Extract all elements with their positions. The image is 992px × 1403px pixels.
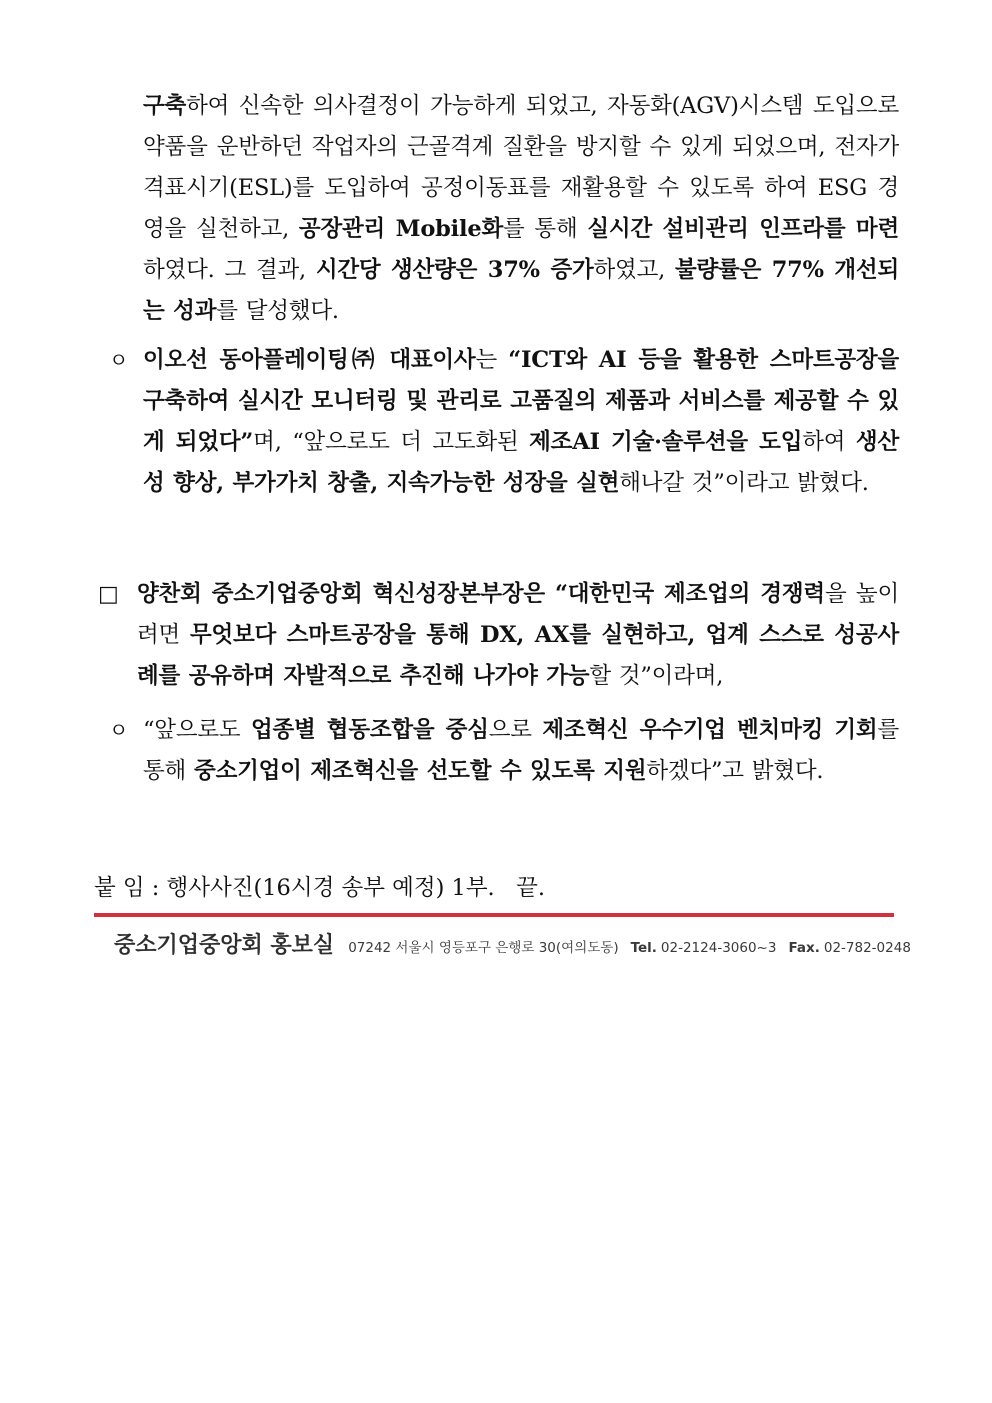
footer-organization: 중소기업중앙회 홍보실 <box>114 933 335 958</box>
text-run: 하였다. 그 결과, <box>143 257 316 283</box>
text-run: “앞으로도 <box>143 717 251 743</box>
text-run: 하였고, <box>593 257 675 283</box>
footer-tel-label: Tel. <box>630 940 657 956</box>
bold-text-run: 제조혁신 우수기업 벤치마킹 기회 <box>542 717 878 743</box>
text-run: 며, “앞으로도 더 고도화된 <box>253 429 530 455</box>
text-run: 하겠다”고 밝혔다. <box>646 758 824 784</box>
footer-fax-label: Fax. <box>788 940 820 956</box>
bold-text-run: “ICT와 AI 등을 활용한 스마트공장을 구축하여 실시간 모니터링 및 관리로 고품질의 제품과 서비스를 제공할 수 있게 되었다” <box>143 347 899 455</box>
paragraph-ceo-quote <box>143 340 899 504</box>
bold-text-run: 시간당 생산량은 37% 증가 <box>315 257 594 283</box>
bold-text-run: 이오선 동아플레이팅㈜ 대표이사 <box>143 347 476 373</box>
bold-text-run: 불량률은 77% 개선되는 성과 <box>143 257 899 324</box>
square-bullet: □ <box>98 582 119 607</box>
attachment-note: 붙 임 : 행사사진(16시경 송부 예정) 1부. 끝. <box>94 875 546 901</box>
text-run: 를 통해 <box>143 717 899 784</box>
paragraph-continuation <box>143 86 899 332</box>
text-run: 으로 <box>488 717 543 743</box>
bold-text-run: 중소기업이 제조혁신을 선도할 수 있도록 지원 <box>194 758 647 784</box>
bold-text-run: 실시간 설비관리 인프라를 마련 <box>587 216 899 242</box>
paragraph-future-plan <box>143 710 899 792</box>
footer-fax: 02-782-0248 <box>823 940 911 956</box>
text-run: 를 통해 <box>503 216 588 242</box>
bold-text-run: 제조AI 기술·솔루션을 도입 <box>529 429 803 455</box>
bold-text-run: 구축 <box>143 93 187 119</box>
paragraph-director-quote <box>137 574 899 697</box>
circle-bullet: ㅇ <box>109 348 129 372</box>
bold-text-run: 생산성 향상, 부가가치 창출, 지속가능한 성장을 실현 <box>143 429 899 496</box>
text-run: 을 높이려면 <box>137 581 899 648</box>
footer-tel: 02-2124-3060~3 <box>660 940 777 956</box>
text-run: 는 <box>475 347 509 373</box>
footer <box>114 928 923 962</box>
text-run: 해나갈 것”이라고 밝혔다. <box>619 470 869 496</box>
bold-text-run: 공장관리 Mobile화 <box>298 216 504 242</box>
footer-address: 07242 서울시 영등포구 은행로 30(여의도동) <box>348 940 619 956</box>
text-run: 를 달성했다. <box>216 298 339 324</box>
bold-text-run: 양찬회 중소기업중앙회 혁신성장본부장은 “대한민국 제조업의 경쟁력 <box>137 581 825 607</box>
text-run: 하여 신속한 의사결정이 가능하게 되었고, 자동화(AGV)시스템 도입으로 약품을 운반하던 작업자의 근골격계 질환을 방지할 수 있게 되었으며, 전자가격표시기(ESL)를 도입하여 공정이동표를 재활용할 수 있도록 하여 ESG 경영을 실천하고, <box>143 93 899 242</box>
circle-bullet: ㅇ <box>109 718 129 742</box>
text-run: 하여 <box>802 429 856 455</box>
bold-text-run: 무엇보다 스마트공장을 통해 DX, AX를 실현하고, 업계 스스로 성공사례를 공유하며 자발적으로 추진해 나가야 가능 <box>137 622 899 689</box>
footer-divider <box>94 913 894 917</box>
bold-text-run: 업종별 협동조합을 중심 <box>250 717 489 743</box>
text-run: 할 것”이라며, <box>589 663 724 689</box>
